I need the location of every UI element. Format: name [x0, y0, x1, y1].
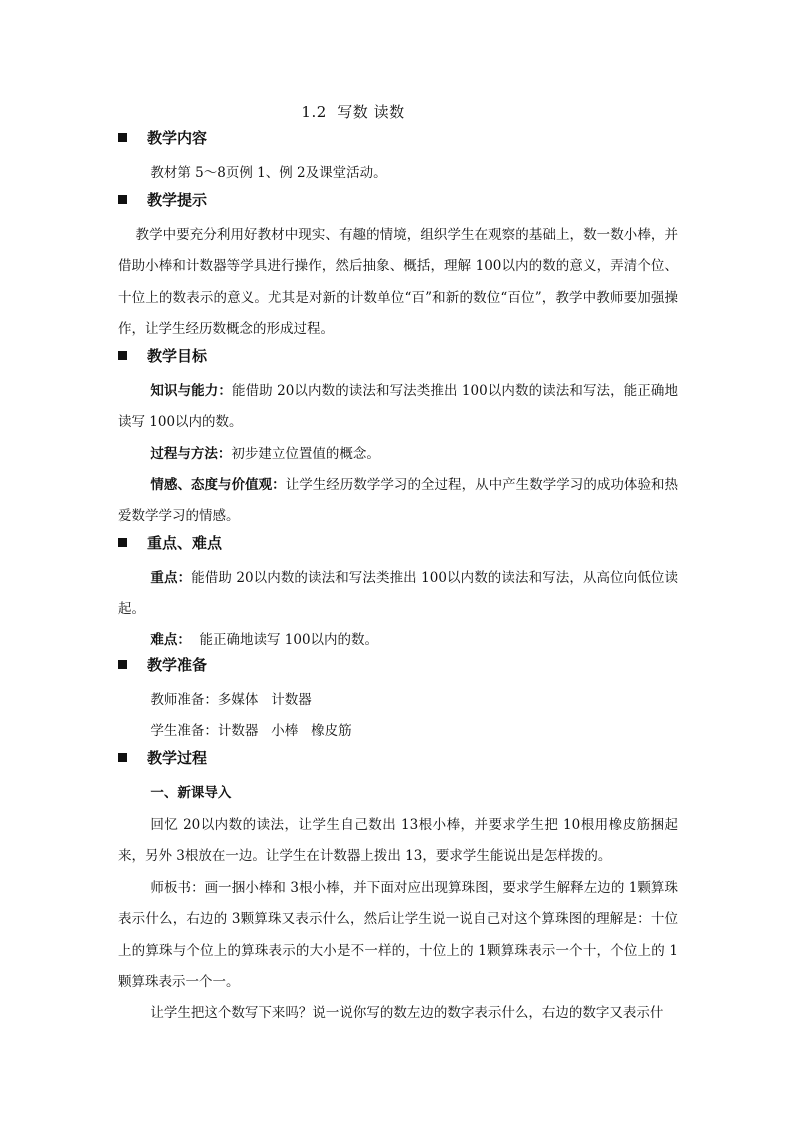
section-heading-prep — [118, 654, 207, 675]
section-heading-key — [118, 532, 222, 553]
key-point-text: 能借助 20以内数的读法和写法类推出 100以内数的读法和写法，从高位向低位读起。 — [118, 570, 679, 618]
section-heading-content — [118, 127, 207, 148]
goal-process-paragraph — [118, 439, 678, 470]
key-point-paragraph — [118, 563, 678, 626]
bullet-square-icon — [118, 195, 127, 204]
section-heading-hint — [118, 189, 207, 210]
teacher-prep-line: 教师准备：多媒体 计数器 — [150, 692, 312, 708]
bullet-square-icon — [118, 753, 127, 762]
page-title: 1.2 写数 读数 — [301, 103, 405, 121]
goal-process-text: 初步建立位置值的概念。 — [231, 446, 380, 462]
heading-text: 教学内容 — [147, 129, 208, 147]
hint-paragraph: 教学中要充分利用好教材中现实、有趣的情境，组织学生在观察的基础上，数一数小棒，并借助小棒和计数器等学具进行操作，然后抽象、概括，理解 100以内的数的意义，弄清个位、十位上的数表示的意义。尤其是对新的计数单位“百”和新的数位“百位”，教学中教师要加强操作，让学生经历数概念的形成过程。 — [118, 227, 678, 337]
process-paragraph-2: 师板书：画一捆小棒和 3根小棒，并下面对应出现算珠图，要求学生解释左边的 1颗算珠表示什么，右边的 3颗算珠又表示什么，然后让学生说一说自己对这个算珠图的理解是：十位上的算珠与个位上的算珠表示的大小是不一样的，十位上的 1颗算珠表示一个十，个位上的 1颗算珠表示一个一。 — [118, 880, 678, 990]
process-paragraph-1: 回忆 20以内数的读法，让学生自己数出 13根小棒，并要求学生把 10根用橡皮筋捆起来，另外 3根放在一边。让学生在计数器上拨出 13，要求学生能说出是怎样拨的。 — [118, 817, 678, 865]
goal-emotion-label: 情感、态度与价值观： — [150, 477, 286, 493]
goal-emotion-paragraph — [118, 470, 678, 533]
process-paragraph-3: 让学生把这个数写下来吗？说一说你写的数左边的数字表示什么，右边的数字又表示什 — [150, 1005, 664, 1021]
content-paragraph: 教材第 5～8页例 1、例 2及课堂活动。 — [150, 165, 387, 181]
goal-knowledge-paragraph — [118, 376, 678, 439]
process-subheading: 一、新课导入 — [150, 785, 232, 801]
goal-emotion-text: 让学生经历数学学习的全过程，从中产生数学学习的成功体验和热爱数学学习的情感。 — [118, 477, 679, 525]
difficult-point-label: 难点： — [150, 632, 191, 648]
difficult-point-paragraph — [118, 625, 678, 656]
heading-text: 重点、难点 — [147, 534, 223, 552]
bullet-square-icon — [118, 351, 127, 360]
heading-text: 教学过程 — [147, 749, 208, 767]
student-prep-line: 学生准备：计数器 小棒 橡皮筋 — [150, 723, 352, 739]
difficult-point-text: 能正确地读写 100以内的数。 — [190, 632, 379, 648]
key-point-label: 重点： — [150, 570, 192, 586]
heading-text: 教学准备 — [147, 656, 208, 674]
section-heading-goals — [118, 345, 207, 366]
goal-process-label: 过程与方法： — [150, 446, 232, 462]
bullet-square-icon — [118, 133, 127, 142]
goal-knowledge-label: 知识与能力： — [150, 383, 232, 399]
goal-knowledge-text: 能借助 20以内数的读法和写法类推出 100以内数的读法和写法，能正确地读写 100以内的数。 — [118, 383, 679, 431]
heading-text: 教学提示 — [147, 191, 208, 209]
section-heading-process — [118, 747, 207, 768]
bullet-square-icon — [118, 538, 127, 547]
bullet-square-icon — [118, 660, 127, 669]
heading-text: 教学目标 — [147, 347, 208, 365]
